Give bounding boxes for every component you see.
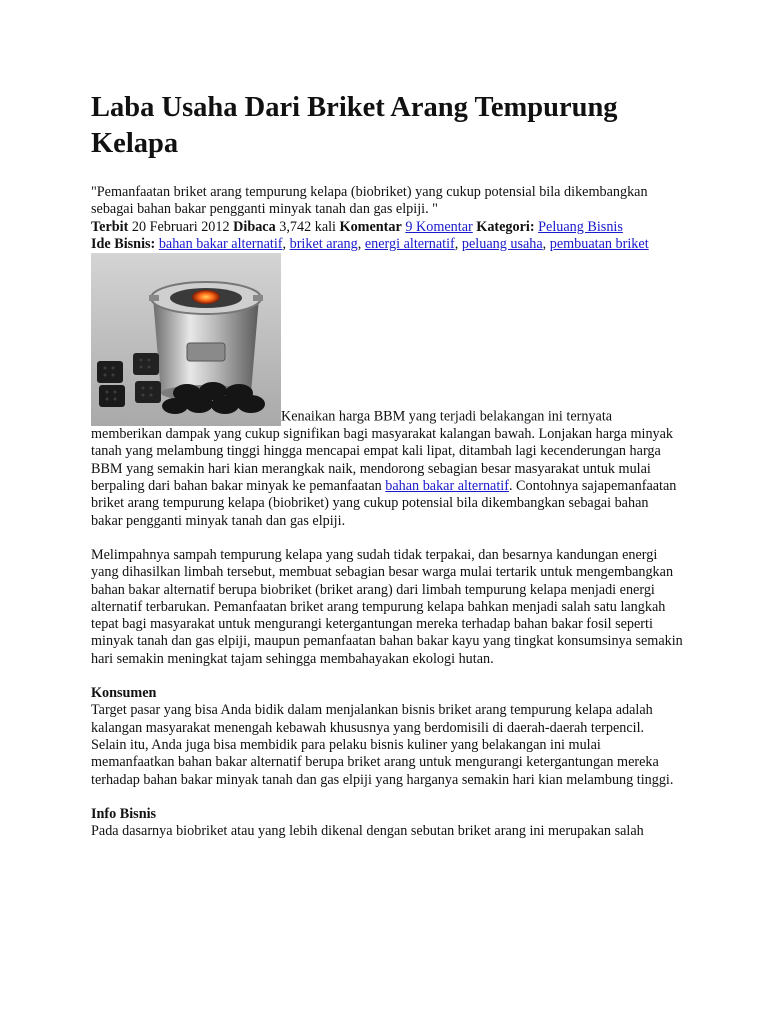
article <box>91 90 683 840</box>
read-count-label: Dibaca <box>233 218 276 235</box>
paragraph-waste: Melimpahnya sampah tempurung kelapa yang sudah tidak terpakai, dan besarnya kandungan energi yang dihasilkan limbah tersebut, membuat sebagian besar warga mulai tertarik untuk mengembangkan bahan bakar alternatif berupa biobriket (briket arang) dari limbah tempurung kelapa menjadi energi alternatif terbarukan. Pemanfaatan briket arang tempurung kelapa bahkan menjadi salah satu langkah tepat bagi masyarakat untuk mengurangi ketergantungan mereka terhadap bahan bakar fosil seperti minyak tanah dan gas elpiji, maupun pemanfaatan bahan bakar kayu yang tingkat konsumsinya semakin hari semakin meningkat tajam sehingga membahayakan ekologi hutan. <box>91 546 683 667</box>
idea-tag-link[interactable]: energi alternatif <box>364 235 455 252</box>
article-quote: "Pemanfaatan briket arang tempurung kelapa (biobriket) yang cukup potensial bila dikembangkan sebagai bahan bakar pengganti minyak tanah dan gas elpiji. " <box>91 184 648 218</box>
idea-tag-link[interactable]: briket arang <box>289 235 358 252</box>
business-ideas-label: Ide Bisnis: <box>91 235 156 252</box>
category-label: Kategori: <box>476 218 535 235</box>
consumers-text: Target pasar yang bisa Anda bidik dalam menjalankan bisnis briket arang tempurung kelapa adalah kalangan masyarakat menengah kebawah khususnya yang berdomisili di daerah-daerah terpencil. Selain itu, Anda juga bisa membidik para pelaku bisnis kuliner yang belakangan ini mulai memanfaatkan bahan bakar alternatif berupa briket arang untuk mengurangi ketergantungan mereka terhadap bahan bakar minyak tanah dan gas elpiji yang harganya semakin hari kian melambung tinggi. <box>91 702 674 788</box>
article-meta <box>91 219 683 236</box>
published-label: Terbit <box>91 218 129 235</box>
tag-separator: , <box>357 235 365 252</box>
paragraph-intro <box>91 253 683 530</box>
category-link[interactable]: Peluang Bisnis <box>538 218 623 235</box>
published-date: 20 Februari 2012 <box>131 218 230 235</box>
idea-tag-link[interactable]: bahan bakar alternatif <box>158 235 283 252</box>
business-info-text: Pada dasarnya biobriket atau yang lebih dikenal dengan sebutan briket arang ini merupakan salah <box>91 823 644 840</box>
article-title: Laba Usaha Dari Briket Arang Tempurung Kelapa <box>91 92 618 159</box>
tag-separator: , <box>454 235 462 252</box>
business-info-heading: Info Bisnis <box>91 805 157 822</box>
stove-illustration <box>91 253 281 426</box>
consumers-heading: Konsumen <box>91 685 157 702</box>
business-ideas <box>91 236 683 253</box>
briquette-stove-photo <box>91 253 281 426</box>
tag-separator: , <box>282 235 290 252</box>
idea-tag-link[interactable]: peluang usaha <box>461 235 543 252</box>
paragraph-intro-text-a: Kenaikan harga BBM yang terjadi belakangan ini ternyata memberikan dampak yang cukup signifikan bagi masyarakat kalangan bawah. Lonjakan harga minyak tanah yang melambung tinggi hingga mencapai empat kali lipat, ditambah lagi kecenderungan harga BBM yang semakin hari kian merangkak naik, mendorong sebagian besar masyarakat untuk mulai berpaling dari bahan bakar minyak ke pemanfaatan <box>91 408 674 495</box>
tag-separator: , <box>542 235 550 252</box>
idea-tag-link[interactable]: pembuatan briket <box>549 235 649 252</box>
bahan-bakar-alternatif-link[interactable]: bahan bakar alternatif <box>385 478 509 495</box>
paragraph-intro-text-b: . Contohnya sajapemanfaatan briket arang tempurung kelapa (biobriket) yang cukup potensial bila dikembangkan sebagai bahan bakar pengganti minyak tanah dan gas elpiji. <box>91 478 677 529</box>
read-count: 3,742 kali <box>279 218 336 235</box>
comments-label: Komentar <box>339 218 402 235</box>
comments-link[interactable]: 9 Komentar <box>405 218 473 235</box>
